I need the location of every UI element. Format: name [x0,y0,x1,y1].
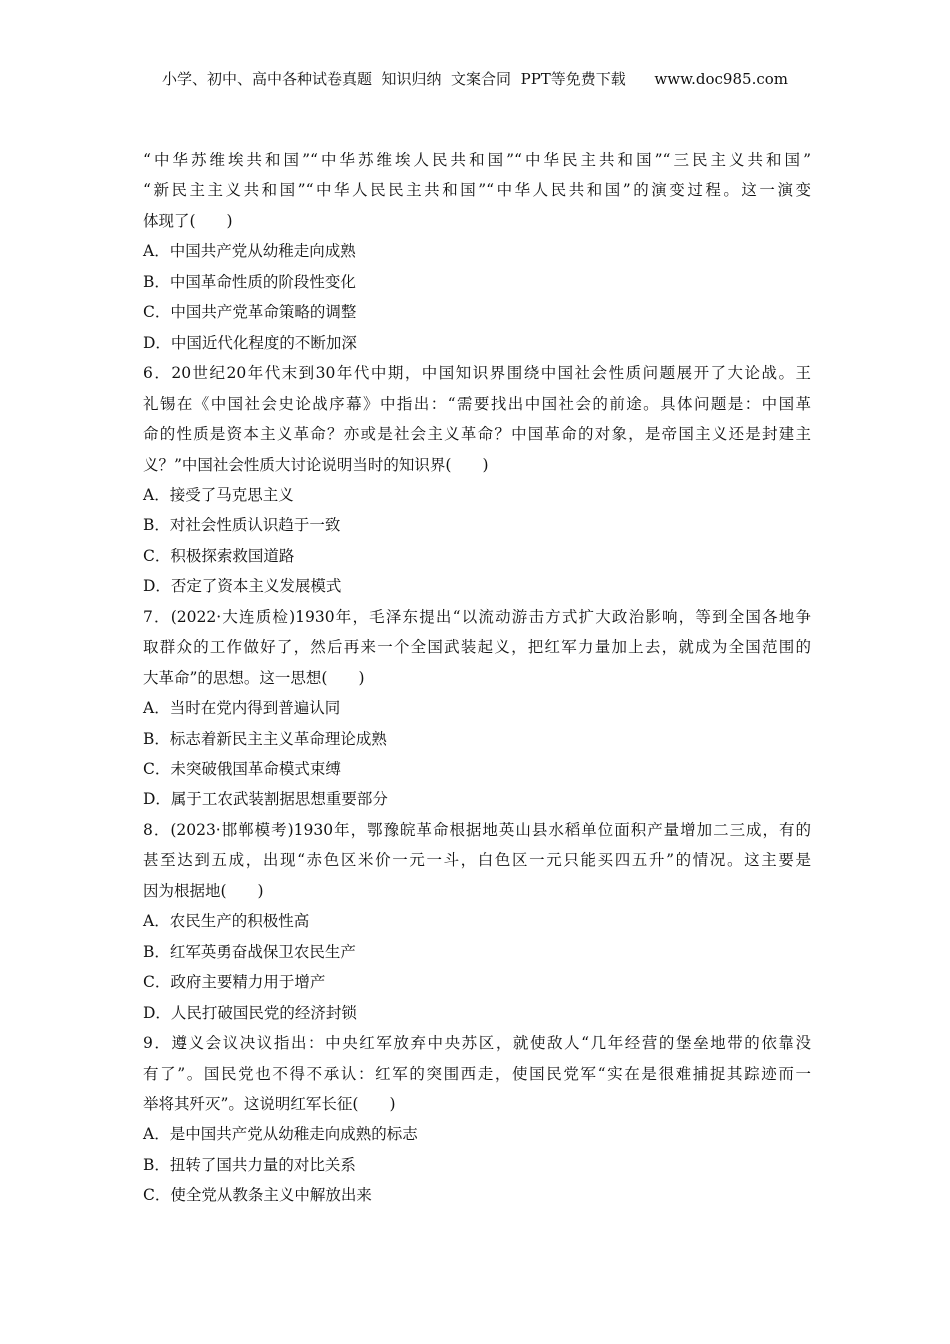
question-stem-line: 义？”中国社会性质大讨论说明当时的知识界( ) [143,455,489,474]
answer-option: B．中国革命性质的阶段性变化 [143,272,356,291]
answer-option: C．使全党从教条主义中解放出来 [143,1186,372,1205]
answer-option: D．属于工农武装割据思想重要部分 [143,790,388,809]
answer-option: C．政府主要精力用于增产 [143,973,326,992]
answer-option: D．中国近代化程度的不断加深 [143,333,357,352]
question-stem-line: 7．(2022·大连质检)1930年，毛泽东提出“以流动游击方式扩大政治影响，等到全国各地争 [143,607,811,626]
question-stem-line: 有了”。国民党也不得不承认：红军的突围西走，使国民党军“实在是很难捕捉其踪迹而一 [143,1064,811,1083]
answer-option: A．接受了马克思主义 [143,485,294,504]
question-stem-line: 6．20世纪20年代末到30年代中期，中国知识界围绕中国社会性质问题展开了大论战。王 [143,364,811,383]
answer-option: B．对社会性质认识趋于一致 [143,516,341,535]
page-header: 小学、初中、高中各种试卷真题 知识归纳 文案合同 PPT等免费下载 www.doc985.com [161,70,788,88]
question-stem-line: 取群众的工作做好了，然后再来一个全国武装起义，把红军力量加上去，就成为全国范围的 [143,638,811,657]
answer-option: D．人民打破国民党的经济封锁 [143,1003,357,1022]
question-stem-line: “中华苏维埃共和国”“中华苏维埃人民共和国”“中华民主共和国”“三民主义共和国” [143,151,811,169]
question-stem-line: 命的性质是资本主义革命？亦或是社会主义革命？中国革命的对象，是帝国主义还是封建主 [143,425,811,444]
answer-option: A．当时在党内得到普遍认同 [143,699,341,718]
question-stem-line: 甚至达到五成，出现“赤色区米价一元一斗，白色区一元只能买四五升”的情况。这主要是 [143,851,811,870]
question-stem-line: 9．遵义会议决议指出：中央红军放弃中央苏区，就使敌人“几年经营的堡垒地带的依靠没 [143,1034,811,1053]
answer-option: A．农民生产的积极性高 [143,912,310,931]
answer-option: C．中国共产党革命策略的调整 [143,303,357,322]
question-stem-line: 体现了( ) [143,211,233,230]
question-stem-line: “新民主主义共和国”“中华人民民主共和国”“中华人民共和国”的演变过程。这一演变 [143,181,811,200]
answer-option: B．扭转了国共力量的对比关系 [143,1155,356,1174]
answer-option: A．是中国共产党从幼稚走向成熟的标志 [143,1125,418,1144]
answer-option: B．红军英勇奋战保卫农民生产 [143,942,356,961]
answer-option: C．积极探索救国道路 [143,546,295,565]
question-stem-line: 大革命”的思想。这一思想( ) [143,668,365,687]
question-stem-line: 礼锡在《中国社会史论战序幕》中指出：“需要找出中国社会的前途。具体问题是：中国革 [143,394,811,413]
answer-option: A．中国共产党从幼稚走向成熟 [143,242,356,261]
question-stem-line: 举将其歼灭”。这说明红军长征( ) [143,1094,396,1113]
answer-option: C．未突破俄国革命模式束缚 [143,760,341,778]
question-stem-line: 因为根据地( ) [143,881,264,900]
answer-option: D．否定了资本主义发展模式 [143,577,342,596]
question-stem-line: 8．(2023·邯郸模考)1930年，鄂豫皖革命根据地英山县水稻单位面积产量增加二三成，有的 [143,820,811,839]
answer-option: B．标志着新民主主义革命理论成熟 [143,729,387,748]
